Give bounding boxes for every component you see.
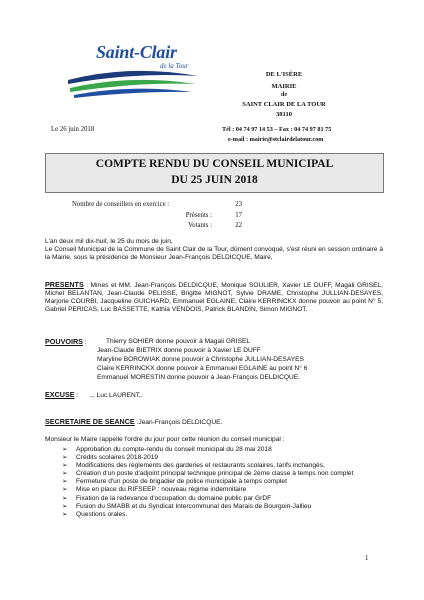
agenda-item: ➢ Crédits scolaires 2018-2019 [62, 454, 159, 462]
pouvoir-line-4: Claire KERRINCKX donne pouvoir à Emmanuel EGLAINE au point N° 6 [97, 365, 308, 372]
secretaire-text: :Jean-François DELDICQUE. [134, 419, 223, 426]
excuse-label: EXCUSE [45, 390, 75, 399]
agenda-item: ➢ Mise en place du RIFSEEP : nouveau régime indemnitaire [62, 486, 247, 494]
arrow-bullet-icon: ➢ [62, 502, 68, 510]
agenda-list [62, 446, 382, 519]
page-number: 1 [365, 555, 369, 562]
title-line-1: COMPTE RENDU DU CONSEIL MUNICIPAL [95, 158, 334, 170]
stat-value-votants: 22 [235, 222, 242, 229]
arrow-bullet-icon: ➢ [62, 454, 68, 462]
agenda-intro: Monsieur le Maire rappelle l'ordre du jour pour cette réunion du conseil municipal : [45, 436, 285, 443]
agenda-item: ➢ Approbation du compte-rendu du conseil municipal du 28 mai 2018 [62, 446, 272, 453]
stat-label-exercice: Nombre de conseillers en exercice : [72, 201, 170, 208]
arrow-bullet-icon: ➢ [62, 470, 68, 478]
department-heading: DE L'ISÈRE [265, 71, 303, 78]
pouvoir-line-5: Emmanuel MORESTIN donne pouvoir à Jean-François DELDICQUE. [97, 374, 301, 381]
pouvoirs-label: POUVOIRS [45, 337, 83, 346]
commune-heading: SAINT CLAIR DE LA TOUR [242, 101, 326, 108]
title-box [45, 153, 384, 193]
stat-label-votants: Votants : [188, 222, 212, 229]
agenda-item: ➢ Fixation de la redevance d'occupation du domaine public par GrDF [62, 494, 272, 502]
stat-label-presents: Présents : [185, 212, 212, 219]
pouvoir-line-3: Maryline BOROWIAK donne pouvoir à Christophe JULLIAN-DESAYES [97, 356, 304, 363]
agenda-item: ➢ Création d'un poste d'adjoint principal technique principal de 2ème classe à temps non complet [62, 470, 354, 478]
secretaire-label: SECRETAIRE DE SEANCE [45, 417, 135, 426]
agenda-item: ➢ Questions orales. [62, 510, 128, 518]
pouvoir-line-2: Jean-Claude BIETRIX donne pouvoir à Xavier LE DUFF [97, 347, 261, 354]
stat-value-exercice: 23 [235, 201, 242, 208]
contact-phone-fax: Tél : 04 74 97 14 53 – Fax : 04 74 97 81 75 [222, 126, 332, 133]
agenda-item: ➢ Fusion du SMABB et du Syndicat Intercommunal des Marais de Bourgoin-Jallieu [62, 502, 312, 510]
document-date: Le 26 juin 2018 [51, 126, 95, 133]
arrow-bullet-icon: ➢ [62, 478, 68, 486]
pouvoirs-label-wrap: POUVOIRS : [45, 337, 87, 346]
agenda-item: ➢ Fermeture d'un poste de brigadier de police municipale à temps complet [62, 478, 287, 486]
intro-date-line: L'an deux mil dix-huit, le 25 du mois de juin, [45, 238, 173, 245]
commune-logo [60, 42, 200, 112]
logo-wordmark: Saint-Clair [96, 42, 177, 62]
intro-paragraph [45, 238, 383, 262]
postcode-heading: 38110 [276, 111, 292, 118]
presents-paragraph [45, 281, 383, 314]
arrow-bullet-icon: ➢ [62, 510, 68, 518]
stat-value-presents: 17 [235, 212, 242, 219]
mairie-heading: MAIRIE [271, 83, 297, 90]
arrow-bullet-icon: ➢ [62, 446, 68, 453]
excuse-line: EXCUSE : .., Luc LAURENT,. [45, 390, 143, 399]
excuse-text: .., Luc LAURENT,. [89, 392, 143, 399]
secretaire-line [45, 418, 222, 427]
de-heading: de [281, 92, 287, 98]
arrow-bullet-icon: ➢ [62, 486, 68, 494]
logo-tagline: de la Tour [160, 62, 189, 70]
pouvoir-line-1: Thierry SOHIER donne pouvoir à Magali GRISEL [106, 338, 251, 345]
arrow-bullet-icon: ➢ [62, 462, 68, 470]
contact-email: e-mail : mairie@stclairdelatour.com [228, 136, 324, 143]
presents-text: : Mmes et MM. Jean-François DELDICQUE, Monique SOULIER, Xavier LE DUFF, Magali GRISEL, Michel BELANTAN, Jean-Claude PELISSE, Brigitte MIGNOT, Sylvie DRAME, Christophe JULLIAN-DESAYES, Marjorie COURBI, Jacqueline GUICHARD, Emmanuel EGLAINE, Claire KERRINCKX donne pouvoir au point N° 5, Gabriel PERICAS, Luc BASSETTE, Kathia VENDOIS, Patrick BLANDIN, Simon MIGNOT. [45, 282, 383, 314]
intro-body: Le Conseil Municipal de la Commune de Saint Clair de la Tour, dûment convoqué, s'est réuni en session ordinaire à la Mairie, sous la présidence de Monsieur Jean-François DELDICQUE, Maire, [45, 246, 383, 262]
presents-label: PRESENTS [45, 280, 84, 289]
arrow-bullet-icon: ➢ [62, 494, 68, 502]
title-line-2: DU 25 JUIN 2018 [171, 174, 258, 186]
agenda-item: ➢ Modifications des règlements des garderies et restaurants scolaires, tarifs inchangés, [62, 462, 325, 470]
